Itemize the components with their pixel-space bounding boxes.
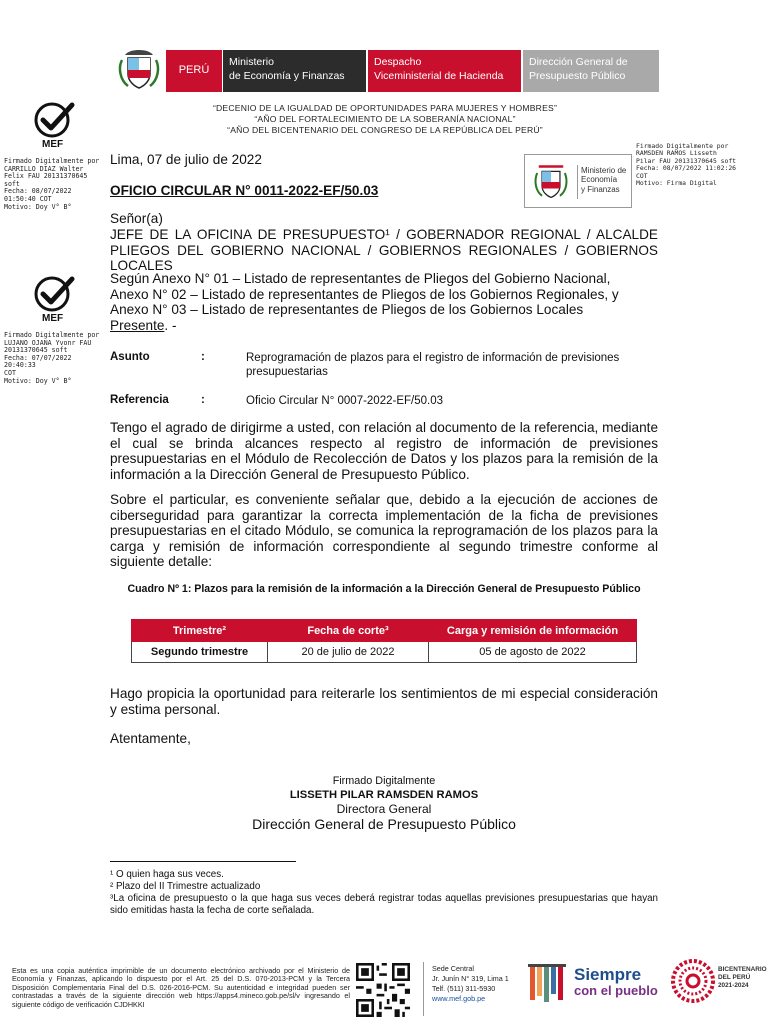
signature-stamp-right: Firmado Digitalmente por RAMSDEN RAMOS Lisseth Pilar FAU 20131370645 soft Fecha: 08/07/2022 11:02:26 COT Motivo: Firma Digital bbox=[636, 142, 737, 188]
referencia-text: Oficio Circular N° 0007-2022-EF/50.03 bbox=[246, 395, 443, 407]
anexos: Según Anexo N° 01 – Listado de representantes de Pliegos del Gobierno Nacional, Anexo N° 02 – Listado de representantes de Pliegos de los Gobiernos Regionales, y Anexo N° 03 – Listado de representantes de Pliegos de los Gobiernos Locales Presente. - bbox=[110, 271, 619, 333]
letter-date: Lima, 07 de julio de 2022 bbox=[110, 152, 262, 167]
letter-number: OFICIO CIRCULAR N° 0011-2022-EF/50.03 bbox=[110, 183, 379, 198]
signer-block: Firmado Digitalmente LISSETH PILAR RAMSDEN RAMOS Directora General Dirección General de Presupuesto Público bbox=[252, 775, 516, 832]
decenio-lines: “DECENIO DE LA IGUALDAD DE OPORTUNIDADES PARA MUJERES Y HOMBRES” “AÑO DEL FORTALECIMIENTO DE LA SOBERANÍA NACIONAL” “AÑO DEL BICENTENARIO DEL CONGRESO DE LA REPÚBLICA DEL PERÚ” bbox=[212, 103, 558, 135]
table-header: Trimestre² bbox=[132, 620, 268, 642]
footnote-rule bbox=[110, 861, 296, 862]
table-cell: 05 de agosto de 2022 bbox=[429, 642, 637, 663]
table-header: Carga y remisión de información bbox=[429, 620, 637, 642]
table-cell: Segundo trimestre bbox=[132, 642, 268, 663]
header-ministerio: Ministerio de Economía y Finanzas bbox=[223, 50, 366, 92]
siempre-logo-icon bbox=[528, 962, 570, 1004]
referencia-label: Referencia bbox=[110, 394, 169, 406]
svg-text:MEF: MEF bbox=[42, 139, 64, 150]
siempre-con-el-pueblo: Siempre con el pueblo bbox=[574, 965, 658, 998]
paragraph-3: Hago propicia la oportunidad para reiterarle los sentimientos de mi especial consideración y estima personal. bbox=[110, 686, 658, 717]
header-peru: PERÚ bbox=[166, 50, 222, 92]
closing: Atentamente, bbox=[110, 731, 191, 746]
bicentenario-logo-icon bbox=[670, 958, 716, 1004]
paragraph-1: Tengo el agrado de dirigirme a usted, con relación al documento de la referencia, mediante el cual se brinda alcances respecto al registro de información de previsiones presupuestarias en el Módulo de Recolección de Datos y los plazos para la remisión de la información a la Dirección General de Presupuesto Público. bbox=[110, 420, 658, 482]
footnotes: ¹ O quien haga sus veces. ² Plazo del II Trimestre actualizado ³La oficina de presupuesto o la que haga sus veces deberá registrar todas aquellas previsiones presupuestarias que hayan sido emitidas hasta la fecha de corte señalada. bbox=[110, 869, 658, 916]
asunto-text: Reprogramación de plazos para el registro de información de previsiones presupuestarias bbox=[246, 352, 620, 378]
signature-stamp-left-2: Firmado Digitalmente por LUJANO OJANA Yvonr FAU 20131370645 soft Fecha: 07/07/2022 20:40:33 COT Motivo: Doy V° B° bbox=[4, 331, 100, 385]
salutation: Señor(a) bbox=[110, 211, 163, 226]
asunto-label: Asunto bbox=[110, 351, 150, 363]
table-cell: 20 de julio de 2022 bbox=[268, 642, 429, 663]
table-header: Fecha de corte³ bbox=[268, 620, 429, 642]
footer-address: Sede Central Jr. Junín N° 319, Lima 1 Telf. (511) 311-5930 www.mef.gob.pe bbox=[432, 964, 509, 1003]
referencia-colon: : bbox=[201, 394, 205, 406]
svg-text:MEF: MEF bbox=[42, 313, 64, 324]
table-row bbox=[132, 642, 637, 663]
mef-check-icon bbox=[32, 274, 78, 324]
header-despacho: Despacho Viceministerial de Hacienda bbox=[368, 50, 521, 92]
bicentenario-label: BICENTENARIO DEL PERÚ 2021-2024 bbox=[718, 966, 767, 989]
plazos-table bbox=[131, 619, 637, 663]
mef-check-icon bbox=[32, 100, 78, 150]
addressee: JEFE DE LA OFICINA DE PRESUPUESTO¹ / GOBERNADOR REGIONAL / ALCALDE PLIEGOS DEL GOBIERNO NACIONAL / GOBIERNOS REGIONALES / GOBIERNOS LOCALES bbox=[110, 227, 658, 273]
peru-crest-icon bbox=[112, 46, 166, 92]
paragraph-2: Sobre el particular, es conveniente señalar que, debido a la ejecución de acciones de ciberseguridad para garantizar la correcta implementación de la ficha de previsiones presupuestarias en el citado Módulo, se comunica la reprogramación de los plazos para la carga y remisión de información correspondiente al segundo trimestre conforme al siguiente detalle: bbox=[110, 492, 658, 569]
footer-divider bbox=[423, 962, 424, 1016]
ministerio-stamp: Ministerio de Economía y Finanzas bbox=[524, 154, 632, 208]
signature-stamp-left-1: Firmado Digitalmente por CARRILLO DIAZ Walter Felix FAU 20131370645 soft Fecha: 08/07/2022 01:50:40 COT Motivo: Doy V° B° bbox=[4, 157, 100, 211]
authenticity-notice: Esta es una copia auténtica imprimible de un documento electrónico archivado por el Ministerio de Economía y Finanzas, aplicando lo dispuesto por el Art. 25 del D.S. 070-2013-PCM y la Tercera Disposición Complementaria Final del D.S. 026-2016-PCM. Su autenticidad e integridad pueden ser contrastadas a través de la siguiente dirección web https://apps4.mineco.gob.pe/sl/v ingresando el siguiente código de verificación CJDHKKI bbox=[12, 966, 350, 1009]
header-direccion: Dirección General de Presupuesto Público bbox=[523, 50, 659, 92]
cuadro-title: Cuadro Nº 1: Plazos para la remisión de la información a la Dirección General de Presupuesto Público bbox=[127, 583, 641, 595]
qr-code-icon bbox=[356, 963, 410, 1017]
asunto-colon: : bbox=[201, 351, 205, 363]
